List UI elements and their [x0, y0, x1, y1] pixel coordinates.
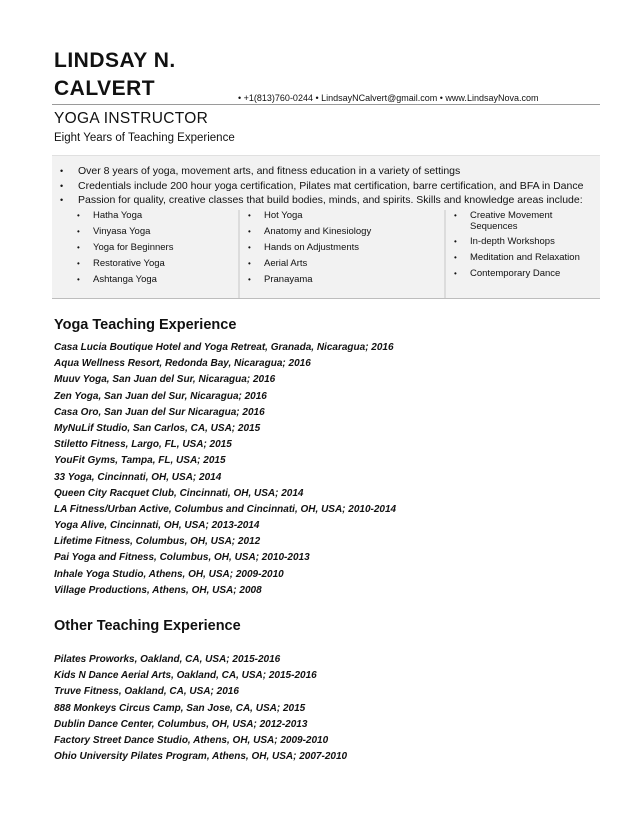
skills-column-2: [239, 210, 445, 298]
experience-entry: YouFit Gyms, Tampa, FL, USA; 2015: [54, 455, 226, 467]
summary-list: [58, 164, 592, 208]
experience-entry: Pilates Proworks, Oakland, CA, USA; 2015-2016: [54, 654, 281, 665]
experience-entry: 33 Yoga, Cincinnati, OH, USA; 2014: [54, 471, 222, 483]
skill-item: • Hatha Yoga: [69, 210, 238, 226]
experience-entry: Casa Oro, San Juan del Sur Nicaragua; 2016: [54, 406, 265, 418]
experience-entry: Truve Fitness, Oakland, CA, USA; 2016: [54, 686, 239, 698]
skills-column-3: [445, 210, 589, 298]
experience-entry: Village Productions, Athens, OH, USA; 2008: [54, 584, 262, 596]
name-line-2: CALVERT: [54, 77, 156, 100]
experience-entry: Aqua Wellness Resort, Redonda Bay, Nicaragua; 2016: [54, 358, 311, 370]
experience-entry: Pai Yoga and Fitness, Columbus, OH, USA; 2010-2013: [54, 552, 310, 564]
skill-item: • Yoga for Beginners: [69, 242, 238, 258]
experience-entry: Inhale Yoga Studio, Athens, OH, USA; 2009-2010: [54, 568, 284, 580]
experience-entry: Casa Lucia Boutique Hotel and Yoga Retreat, Granada, Nicaragua; 2016: [54, 342, 394, 353]
skill-item: • Pranayama: [240, 274, 444, 290]
summary-item: • Passion for quality, creative classes that build bodies, minds, and spirits. Skills and knowledge areas include:: [58, 193, 592, 208]
experience-entry: Kids N Dance Aerial Arts, Oakland, CA, USA; 2015-2016: [54, 670, 317, 682]
skills-column-1: [69, 210, 239, 298]
experience-entry: Queen City Racquet Club, Cincinnati, OH, USA; 2014: [54, 487, 304, 499]
skills-grid: [69, 210, 589, 298]
skill-item: • Creative Movement Sequences: [446, 210, 589, 236]
experience-subtitle: Eight Years of Teaching Experience: [54, 132, 235, 144]
yoga-experience-list: [54, 340, 396, 599]
experience-entry: LA Fitness/Urban Active, Columbus and Cincinnati, OH, USA; 2010-2014: [54, 503, 397, 515]
skill-item: • Meditation and Relaxation: [446, 252, 589, 268]
experience-entry: Stiletto Fitness, Largo, FL, USA; 2015: [54, 439, 232, 451]
skill-item: • Restorative Yoga: [69, 258, 238, 274]
header-divider: [52, 104, 600, 105]
experience-entry: Factory Street Dance Studio, Athens, OH, USA; 2009-2010: [54, 734, 329, 746]
experience-entry: 888 Monkeys Circus Camp, San Jose, CA, USA; 2015: [54, 702, 306, 714]
summary-item: • Over 8 years of yoga, movement arts, and fitness education in a variety of settings: [58, 164, 592, 179]
experience-entry: Yoga Alive, Cincinnati, OH, USA; 2013-2014: [54, 520, 260, 532]
summary-divider: [52, 298, 600, 299]
summary-box: [52, 155, 600, 298]
skill-item: • Aerial Arts: [240, 258, 444, 274]
skill-item: • Contemporary Dance: [446, 268, 589, 284]
summary-item: • Credentials include 200 hour yoga certification, Pilates mat certification, barre certification, and BFA in Dance: [58, 179, 592, 194]
skill-item: • Hands on Adjustments: [240, 242, 444, 258]
job-title: YOGA INSTRUCTOR: [54, 110, 209, 127]
skill-item: • Ashtanga Yoga: [69, 274, 238, 290]
skill-item: • In-depth Workshops: [446, 236, 589, 252]
experience-entry: Muuv Yoga, San Juan del Sur, Nicaragua; 2016: [54, 374, 276, 386]
other-experience-list: [54, 652, 347, 765]
experience-entry: Dublin Dance Center, Columbus, OH, USA; 2012-2013: [54, 718, 308, 730]
skill-item: • Anatomy and Kinesiology: [240, 226, 444, 242]
experience-entry: MyNuLif Studio, San Carlos, CA, USA; 2015: [54, 422, 261, 434]
other-experience-heading: Other Teaching Experience: [54, 618, 241, 634]
yoga-experience-heading: Yoga Teaching Experience: [54, 317, 237, 333]
experience-entry: Ohio University Pilates Program, Athens, OH, USA; 2007-2010: [54, 751, 348, 763]
applicant-name: [54, 47, 176, 103]
skill-item: • Vinyasa Yoga: [69, 226, 238, 242]
experience-entry: Lifetime Fitness, Columbus, OH, USA; 2012: [54, 536, 261, 548]
contact-info: • +1(813)760-0244 • LindsayNCalvert@gmail.com • www.LindsayNova.com: [238, 93, 539, 103]
name-line-1: LINDSAY N.: [54, 49, 176, 72]
skill-item: • Hot Yoga: [240, 210, 444, 226]
experience-entry: Zen Yoga, San Juan del Sur, Nicaragua; 2016: [54, 390, 267, 402]
